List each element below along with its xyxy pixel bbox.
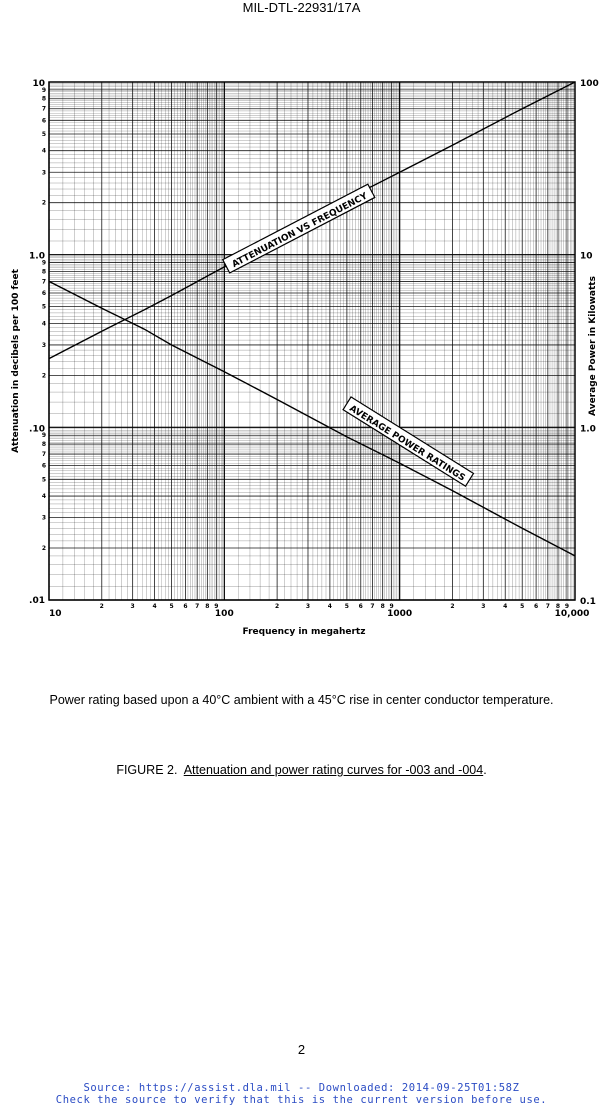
x-tick-label: 10 (49, 609, 62, 619)
document-id: MIL-DTL-22931/17A (242, 0, 361, 15)
y-minor-tick-label: 7 (41, 451, 46, 459)
source-line-2: Check the source to verify that this is the current version before use. (55, 1094, 548, 1106)
figure-caption-suffix: . (483, 763, 487, 777)
x-minor-tick-label: 2 (275, 603, 280, 610)
x-minor-tick-label: 9 (564, 603, 570, 610)
attenuation-curve-label (223, 184, 375, 273)
y-minor-tick-label: 5 (41, 130, 46, 138)
y-axis-left-label: Attenuation in decibels per 100 feet (11, 269, 21, 453)
attenuation-curve-label-text: ATTENUATION VS FREQUENCY (230, 191, 370, 271)
y-minor-tick-label: 9 (41, 86, 46, 94)
x-minor-tick-label: 5 (520, 603, 525, 610)
power-rating-curve (49, 281, 575, 556)
x-minor-tick-label: 4 (327, 603, 332, 610)
plot-frame (49, 82, 575, 600)
x-minor-tick-label: 8 (380, 603, 385, 610)
x-minor-tick-label: 5 (169, 603, 174, 610)
x-minor-tick-label: 5 (344, 603, 349, 610)
x-tick-label: 1000 (387, 609, 413, 619)
y-minor-tick-label: 6 (41, 289, 46, 297)
figure-caption-title: Attenuation and power rating curves for -003 and -004 (183, 763, 484, 777)
y-minor-tick-label: 8 (41, 95, 46, 103)
source-footer (0, 1082, 603, 1106)
y-left-tick-label: 1.0 (29, 251, 45, 262)
power-rating-note: Power rating based upon a 40°C ambient with a 45°C rise in center conductor temperature. (49, 693, 554, 707)
y-left-tick-label: 10 (32, 79, 45, 89)
power-rating-curve-label-text: AVERAGE POWER RATINGS (347, 403, 467, 484)
x-minor-tick-label: 8 (205, 603, 210, 610)
tick-labels (29, 79, 599, 619)
major-grid (49, 82, 575, 600)
x-minor-tick-label: 6 (183, 603, 188, 610)
x-minor-tick-label: 9 (214, 603, 219, 610)
page-number: 2 (297, 1042, 306, 1057)
x-minor-tick-label: 7 (545, 603, 550, 610)
x-minor-tick-label: 4 (152, 603, 157, 610)
figure-caption (0, 763, 603, 777)
y-right-tick-label: 10 (580, 251, 593, 262)
y-minor-tick-label: 9 (41, 432, 46, 440)
x-minor-tick-label: 9 (389, 603, 394, 610)
x-minor-tick-label: 2 (99, 603, 104, 610)
y-minor-tick-label: 6 (41, 117, 46, 125)
y-minor-tick-label: 6 (41, 462, 46, 470)
x-minor-tick-label: 2 (450, 603, 455, 610)
y-minor-tick-label: 4 (41, 320, 46, 328)
y-right-tick-label: 1.0 (580, 424, 596, 435)
x-minor-tick-label: 6 (358, 603, 363, 610)
power-rating-curve-label (343, 397, 473, 486)
x-minor-tick-label: 3 (130, 603, 135, 610)
x-minor-tick-label: 7 (370, 603, 375, 610)
y-minor-tick-label: 3 (41, 169, 46, 177)
y-minor-tick-label: 7 (41, 278, 46, 286)
x-tick-label: 100 (214, 609, 234, 619)
y-axis-right-label: Average Power in Kilowatts (588, 276, 598, 416)
minor-grid (49, 82, 575, 600)
y-minor-tick-label: 9 (41, 259, 46, 267)
y-minor-tick-label: 7 (41, 105, 46, 113)
source-line-1: Source: https://assist.dla.mil -- Downloaded: 2014-09-25T01:58Z (83, 1082, 520, 1094)
y-minor-tick-label: 2 (41, 545, 46, 553)
y-minor-tick-label: 8 (41, 441, 46, 449)
x-minor-tick-label: 4 (503, 603, 508, 610)
figure-caption-prefix: FIGURE 2. (116, 763, 178, 777)
x-axis-label: Frequency in megahertz (242, 627, 366, 637)
x-minor-tick-label: 3 (305, 603, 311, 610)
y-minor-tick-label: 3 (41, 514, 46, 522)
y-minor-tick-label: 4 (41, 147, 46, 155)
y-minor-tick-label: 5 (41, 476, 46, 484)
y-right-tick-label: 0.1 (580, 597, 596, 607)
y-minor-tick-label: 2 (41, 372, 46, 380)
y-left-tick-label: .10 (29, 424, 45, 435)
y-minor-tick-label: 8 (41, 268, 46, 276)
y-left-tick-label: .01 (29, 596, 45, 606)
x-minor-tick-label: 6 (534, 603, 539, 610)
y-right-tick-label: 100 (580, 79, 599, 89)
x-tick-label: 10,000 (554, 609, 590, 619)
y-minor-tick-label: 5 (41, 303, 46, 311)
x-minor-tick-label: 8 (555, 603, 561, 610)
x-minor-tick-label: 3 (481, 603, 486, 610)
series-layer (49, 82, 575, 556)
y-minor-tick-label: 4 (41, 493, 46, 501)
x-minor-tick-label: 7 (195, 603, 200, 610)
y-minor-tick-label: 2 (41, 199, 46, 207)
attenuation-power-chart (0, 70, 603, 650)
y-minor-tick-label: 3 (41, 341, 46, 349)
